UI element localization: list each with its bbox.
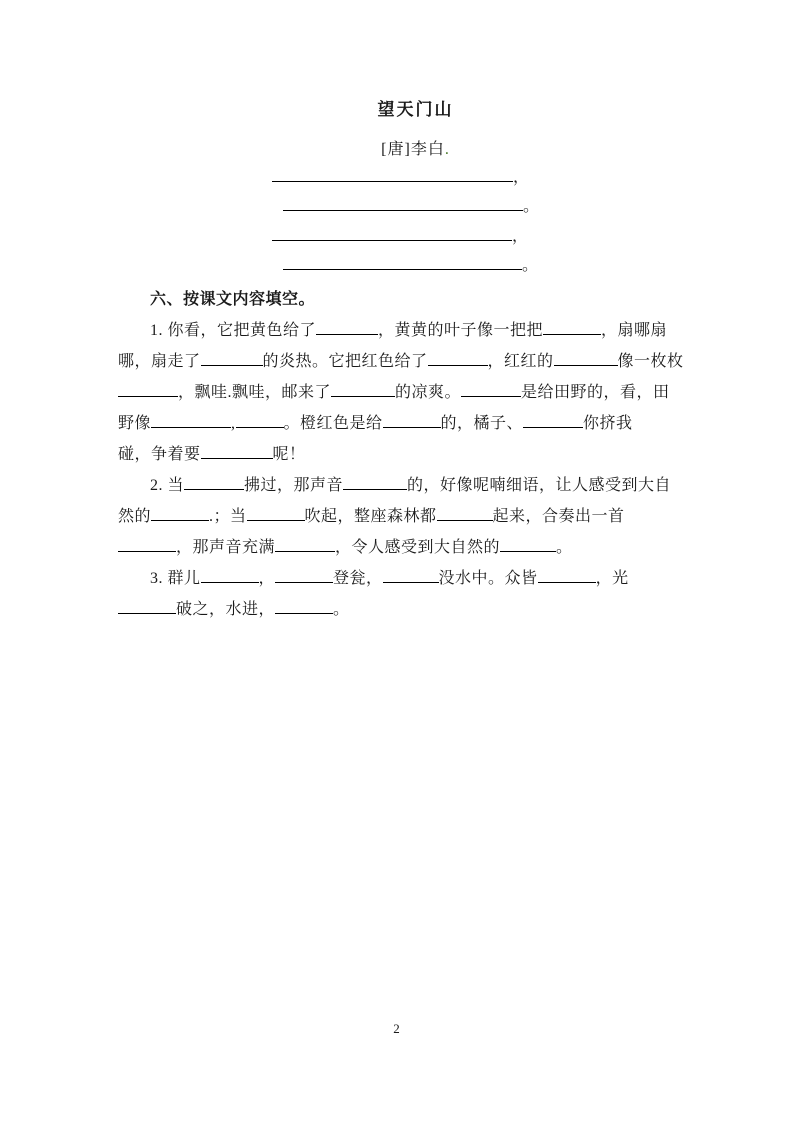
answer-blank [428,349,488,366]
line-text: 的，好像呢喃细语，让人感受到大自 [407,477,672,494]
section-lines [118,315,684,625]
answer-blank [151,411,231,428]
line-text: ，令人感受到大自然的 [335,539,501,556]
answer-blank [543,318,601,335]
section-heading: 六、按课文内容填空。 [150,291,316,308]
fill-in-line [118,532,684,563]
fill-in-line [118,439,684,470]
answer-blank [118,597,176,614]
answer-blank [151,504,209,521]
answer-blank [275,597,333,614]
poem-answer-line [0,163,793,192]
answer-blank [201,349,263,366]
answer-blank [283,194,523,211]
fill-in-line [118,315,684,346]
line-text: 破之，水进， [176,601,276,618]
line-text: ，黄黄的叶子像一把把 [378,322,544,339]
answer-blank [283,253,522,270]
answer-blank [554,349,618,366]
answer-blank [275,535,335,552]
poem-author [38,136,793,159]
answer-blank [118,535,176,552]
answer-blank [383,566,439,583]
page-number: 2 [393,1021,400,1036]
line-text: 没水中。众皆 [438,570,538,587]
line-text: 像一枚枚 [617,353,684,370]
answer-blank [523,411,583,428]
answer-blank [437,504,493,521]
poem-title: 望天门山 [377,100,454,119]
line-text: 是给田野的，看，田 [521,384,670,401]
line-text: 起来，合奏出一首 [492,508,625,525]
line-text: 野像 [118,415,152,432]
fill-in-line [118,594,684,625]
line-text: 登瓮， [333,570,383,587]
answer-blank [343,473,407,490]
line-text: 。 [556,539,573,556]
line-text: 的炎热。它把红色给了 [262,353,428,370]
poem-author-period: . [444,141,450,158]
line-text: 吹起，整座森林都 [304,508,437,525]
poem-answer-line [0,222,793,251]
fill-in-line [118,501,684,532]
line-text: 呢！ [272,446,306,463]
fill-in-line [118,470,684,501]
answer-blank [236,411,284,428]
line-text: ，光 [595,570,629,587]
fill-in-line [118,377,684,408]
answer-blank [331,380,395,397]
fill-in-line [118,563,684,594]
answer-blank [383,411,441,428]
line-text: 你挤我 [583,415,633,432]
line-text: 碰，争着要 [118,446,201,463]
line-text: , [231,415,236,432]
answer-blank [538,566,596,583]
punctuation: ， [512,227,529,245]
answer-blank [184,473,244,490]
answer-blank [461,380,521,397]
answer-blank [201,442,273,459]
line-text: ，扇哪扇 [601,322,668,339]
punctuation: 。 [523,198,540,216]
line-text: 3. 群儿 [150,570,201,587]
line-text: ，那声音充满 [176,539,276,556]
answer-blank [272,224,512,241]
answer-blank [275,566,333,583]
answer-blank [201,566,259,583]
line-text: 。橙红色是给 [283,415,383,432]
line-text: 的，橘子、 [440,415,524,432]
fill-in-section [118,284,684,625]
answer-blank [316,318,378,335]
line-text: .；当 [209,508,247,525]
poem-author-text: [唐]李白 [381,141,445,158]
line-text: 1. 你看，它把黄色给了 [150,322,317,339]
answer-blank [272,165,513,182]
punctuation: 。 [522,257,539,275]
line-text: 然的 [118,508,152,525]
line-text: 2. 当 [150,477,185,494]
poem-header [0,95,793,159]
line-text: 哪，扇走了 [118,353,201,370]
fill-in-line [118,346,684,377]
line-text: 拂过，那声音 [244,477,344,494]
line-text: 。 [333,601,350,618]
poem-answer-lines [0,163,793,281]
answer-blank [118,380,178,397]
answer-blank [247,504,305,521]
answer-blank [500,535,556,552]
line-text: ， [258,570,276,587]
poem-answer-line [0,251,793,280]
fill-in-line [118,408,684,439]
line-text: ，飘哇.飘哇，邮来了 [178,384,332,401]
line-text: 的凉爽。 [395,384,462,401]
line-text: ，红红的 [487,353,554,370]
poem-answer-line [0,192,793,221]
punctuation: ， [513,169,530,186]
